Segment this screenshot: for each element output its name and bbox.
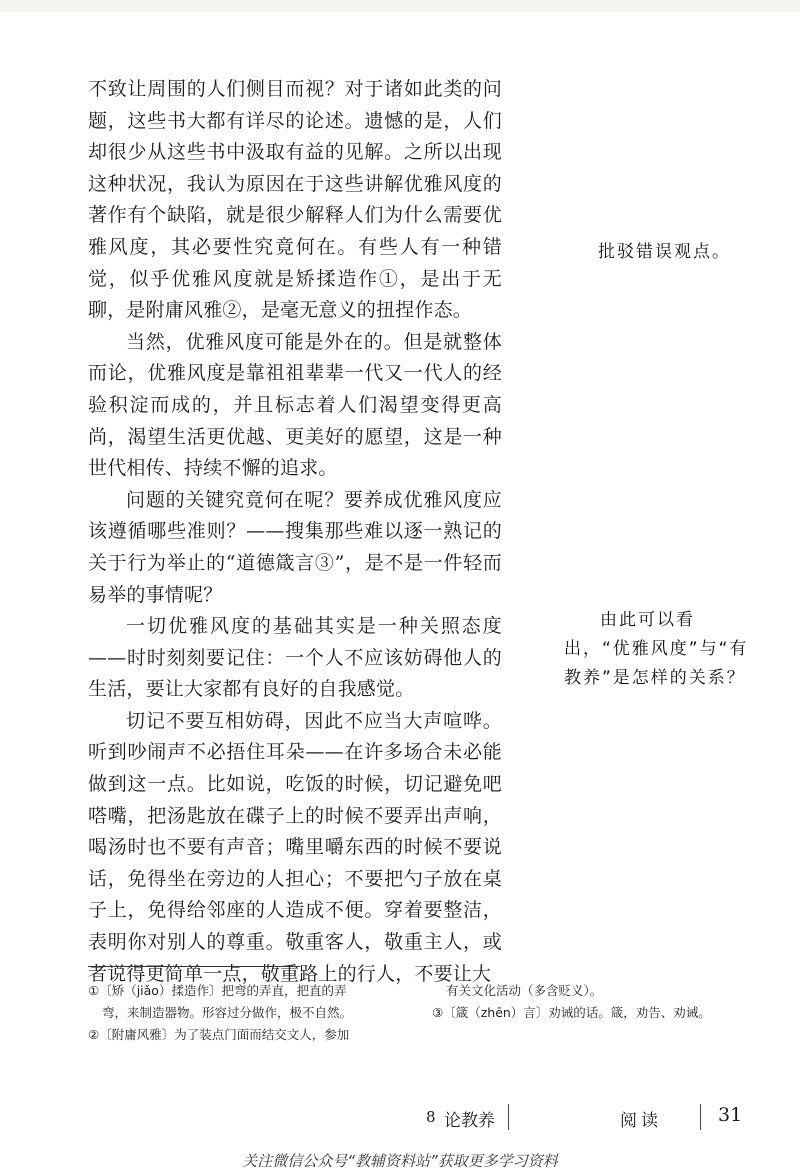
paragraph-4: 一切优雅风度的基础其实是一种关照态度——时时刻刻要记住：一个人不应该妨碍他人的生活，要让大家都有良好的自我感觉。 — [88, 615, 502, 701]
top-edge-strip — [0, 0, 800, 12]
footer-section-label: 阅读 — [620, 1111, 662, 1131]
footnote-2-line-2: 有关文化活动（多含贬义）。 — [446, 983, 603, 998]
main-text-column — [88, 74, 502, 990]
paragraph-5: 切记不要互相妨碍，因此不应当大声喧哗。听到吵闹声不必捂住耳朵——在许多场合未必能做到这一点。比如说，吃饭的时候，切记避免吧嗒嘴，把汤匙放在碟子上的时候不要弄出声响，喝汤时也不要有声音；嘴里嚼东西的时候不要说话，免得坐在旁边的人担心；不要把勺子放在桌子上，免得给邻座的人造成不便。穿着要整洁，表明你对别人的尊重。敬重客人，敬重主人，或者说得更简单一点，敬重路上的行人，不要让大 — [88, 709, 502, 985]
watermark-text: 关注微信公众号“教辅资料站”获取更多学习资料 — [242, 1152, 558, 1170]
footnote-divider — [88, 966, 300, 967]
footnotes-right-column — [432, 980, 762, 1024]
page-number: 31 — [718, 1104, 743, 1126]
footer-divider-2 — [700, 1104, 701, 1130]
footer-divider-1 — [508, 1104, 509, 1130]
footer-chapter-number: 8 — [426, 1108, 436, 1126]
footnote-1-line-1: ①〔矫（jiǎo）揉造作〕把弯的弄直，把直的弄 — [88, 983, 347, 998]
footnote-1-line-2: 弯，来制造器物。形容过分做作，极不自然。 — [102, 1005, 353, 1020]
footnotes-left-column — [88, 980, 408, 1046]
margin-note-question: 由此可以看出，“优雅风度”与“有教养”是怎样的关系？ — [564, 610, 749, 688]
footnote-3: ③〔箴（zhēn）言〕劝诫的话。箴，劝告、劝诫。 — [432, 1005, 711, 1020]
footer-chapter-title: 论教养 — [444, 1111, 495, 1131]
paragraph-1: 不致让周围的人们侧目而视？对于诸如此类的问题，这些书大都有详尽的论述。遗憾的是，人们却很少从这些书中汲取有益的见解。之所以出现这种状况，我认为原因在于这些讲解优雅风度的著作有个缺陷，就是很少解释人们为什么需要优雅风度，其必要性究竟何在。有些人有一种错觉，似乎优雅风度就是矫揉造作①，是出于无聊，是附庸风雅②，是毫无意义的扭捏作态。 — [88, 78, 502, 322]
footnote-2-line-1: ②〔附庸风雅〕为了装点门面而结交文人，参加 — [88, 1027, 350, 1042]
margin-note-refute: 批驳错误观点。 — [598, 242, 731, 262]
page-footer — [0, 1104, 800, 1132]
paragraph-2: 当然，优雅风度可能是外在的。但是就整体而论，优雅风度是靠祖祖辈辈一代又一代人的经验积淀而成的，并且标志着人们渴望变得更高尚，渴望生活更优越、更美好的愿望，这是一种世代相传、持续不懈的追求。 — [88, 330, 502, 480]
paragraph-3: 问题的关键究竟何在呢？要养成优雅风度应该遵循哪些准则？——搜集那些难以逐一熟记的关于行为举止的“道德箴言③”，是不是一件轻而易举的事情呢？ — [88, 488, 502, 606]
